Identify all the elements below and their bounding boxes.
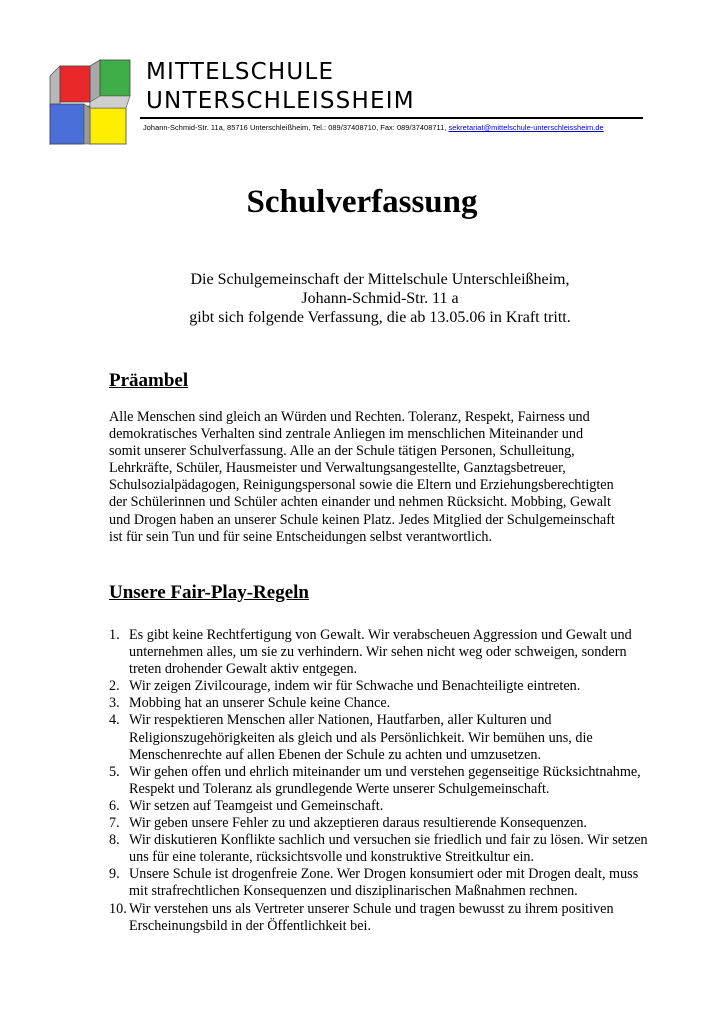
document-title: Schulverfassung [246, 184, 478, 220]
rule-text-line: uns für eine tolerante, rücksichtsvolle und konstruktive Streitkultur ein. [129, 849, 535, 866]
rule-number: 2. [109, 678, 120, 695]
rule-item [109, 627, 654, 678]
rule-text-line: Erscheinungsbild in der Öffentlichkeit bei. [129, 917, 372, 934]
rule-text-line: unternehmen alles, um sie zu verhindern. Wir sehen nicht weg oder schweigen, sondern [129, 644, 627, 661]
rule-item [109, 678, 654, 695]
address-line [143, 123, 604, 132]
preamble-line: Lehrkräfte, Schüler, Hausmeister und Verwaltungsangestellte, Ganztagsbetreuer, [109, 460, 566, 477]
preamble-line: Schulsozialpädagogen, Reinigungspersonal sowie die Eltern und Erziehungsberechtigten [109, 477, 614, 494]
school-logo [46, 56, 132, 146]
school-name-line2: UNTERSCHLEISSHEIM [146, 88, 415, 114]
rules-heading: Unsere Fair-Play-Regeln [109, 582, 309, 603]
email-link[interactable]: sekretariat@mittelschule-unterschleissheim.de [448, 123, 604, 132]
school-name-line1: MITTELSCHULE [146, 59, 335, 85]
rule-item [109, 832, 654, 866]
rule-number: 9. [109, 866, 120, 883]
intro-line: Die Schulgemeinschaft der Mittelschule Unterschleißheim, [190, 271, 570, 288]
rule-text-line: Religionszugehörigkeiten als gleich und als Persönlichkeit. Wir bemühen uns, die [129, 729, 593, 746]
rule-number: 4. [109, 712, 120, 729]
preamble-line: ist für sein Tun und für seine Entscheidungen selbst verantwortlich. [109, 528, 493, 545]
header-divider [140, 117, 643, 119]
preamble-line: Alle Menschen sind gleich an Würden und Rechten. Toleranz, Respekt, Fairness und [109, 409, 590, 425]
rule-item [109, 866, 654, 900]
preamble-line: der Schülerinnen und Schüler achten einander und nehmen Rücksicht. Mobbing, Gewalt [109, 494, 611, 511]
rule-item [109, 764, 654, 798]
rule-item [109, 695, 654, 712]
rule-text-line: Wir respektieren Menschen aller Nationen, Hautfarben, aller Kulturen und [129, 712, 552, 729]
rule-number: 10. [109, 900, 127, 917]
rule-text-line: Menschenrechte auf allen Ebenen der Schule zu achten und umzusetzen. [129, 746, 542, 763]
rule-text-line: Wir setzen auf Teamgeist und Gemeinschaft. [129, 797, 384, 814]
rule-text-line: treten drohender Gewalt aktiv entgegen. [129, 661, 358, 678]
rule-item [109, 815, 654, 832]
intro-line: gibt sich folgende Verfassung, die ab 13.05.06 in Kraft tritt. [189, 309, 571, 326]
rule-number: 7. [109, 815, 120, 832]
rule-text-line: Respekt und Toleranz als grundlegende Werte unserer Schulgemeinschaft. [129, 780, 550, 797]
preamble-line: und Drogen haben an unserer Schule keinen Platz. Jedes Mitglied der Schulgemeinschaft [109, 511, 615, 528]
rule-number: 5. [109, 763, 120, 780]
school-name [146, 58, 415, 116]
preamble-heading: Präambel [109, 370, 189, 391]
address-text: Johann-Schmid-Str. 11a, 85716 Unterschleißheim, Tel.: 089/37408710, Fax: 089/37408711, [143, 123, 449, 132]
rule-text-line: Wir gehen offen und ehrlich miteinander um und verstehen gegenseitige Rücksichtnahme, [129, 763, 641, 780]
preamble-line: demokratisches Verhalten sind zentrale Anliegen im menschlichen Miteinander und [109, 426, 584, 443]
rule-item [109, 712, 654, 763]
rule-text-line: Es gibt keine Rechtfertigung von Gewalt. Wir verabscheuen Aggression und Gewalt und [129, 627, 632, 643]
rule-text-line: Wir verstehen uns als Vertreter unserer Schule und tragen bewusst zu ihrem positiven [129, 900, 614, 917]
rule-text-line: Unsere Schule ist drogenfreie Zone. Wer Drogen konsumiert oder mit Drogen dealt, muss [129, 866, 639, 883]
rule-number: 6. [109, 797, 120, 814]
rule-number: 1. [109, 627, 120, 643]
rule-text-line: mit strafrechtlichen Konsequenzen und disziplinarischen Maßnahmen rechnen. [129, 883, 578, 900]
preamble-line: somit unserer Schulverfassung. Alle an der Schule tätigen Personen, Schulleitung, [109, 443, 575, 460]
rule-item [109, 798, 654, 815]
rule-number: 3. [109, 695, 120, 712]
intro-line: Johann-Schmid-Str. 11 a [301, 290, 459, 307]
rule-number: 8. [109, 832, 120, 849]
rule-text-line: Mobbing hat an unserer Schule keine Chance. [129, 695, 391, 712]
preamble-paragraph [109, 409, 649, 546]
rule-text-line: Wir zeigen Zivilcourage, indem wir für Schwache und Benachteiligte eintreten. [129, 678, 581, 695]
intro-paragraph [100, 270, 660, 327]
rules-list [109, 627, 654, 935]
rule-text-line: Wir diskutieren Konflikte sachlich und versuchen sie friedlich und fair zu lösen. Wir setzen [129, 832, 648, 849]
rule-item [109, 901, 654, 935]
rule-text-line: Wir geben unsere Fehler zu und akzeptieren daraus resultierende Konsequenzen. [129, 815, 587, 832]
